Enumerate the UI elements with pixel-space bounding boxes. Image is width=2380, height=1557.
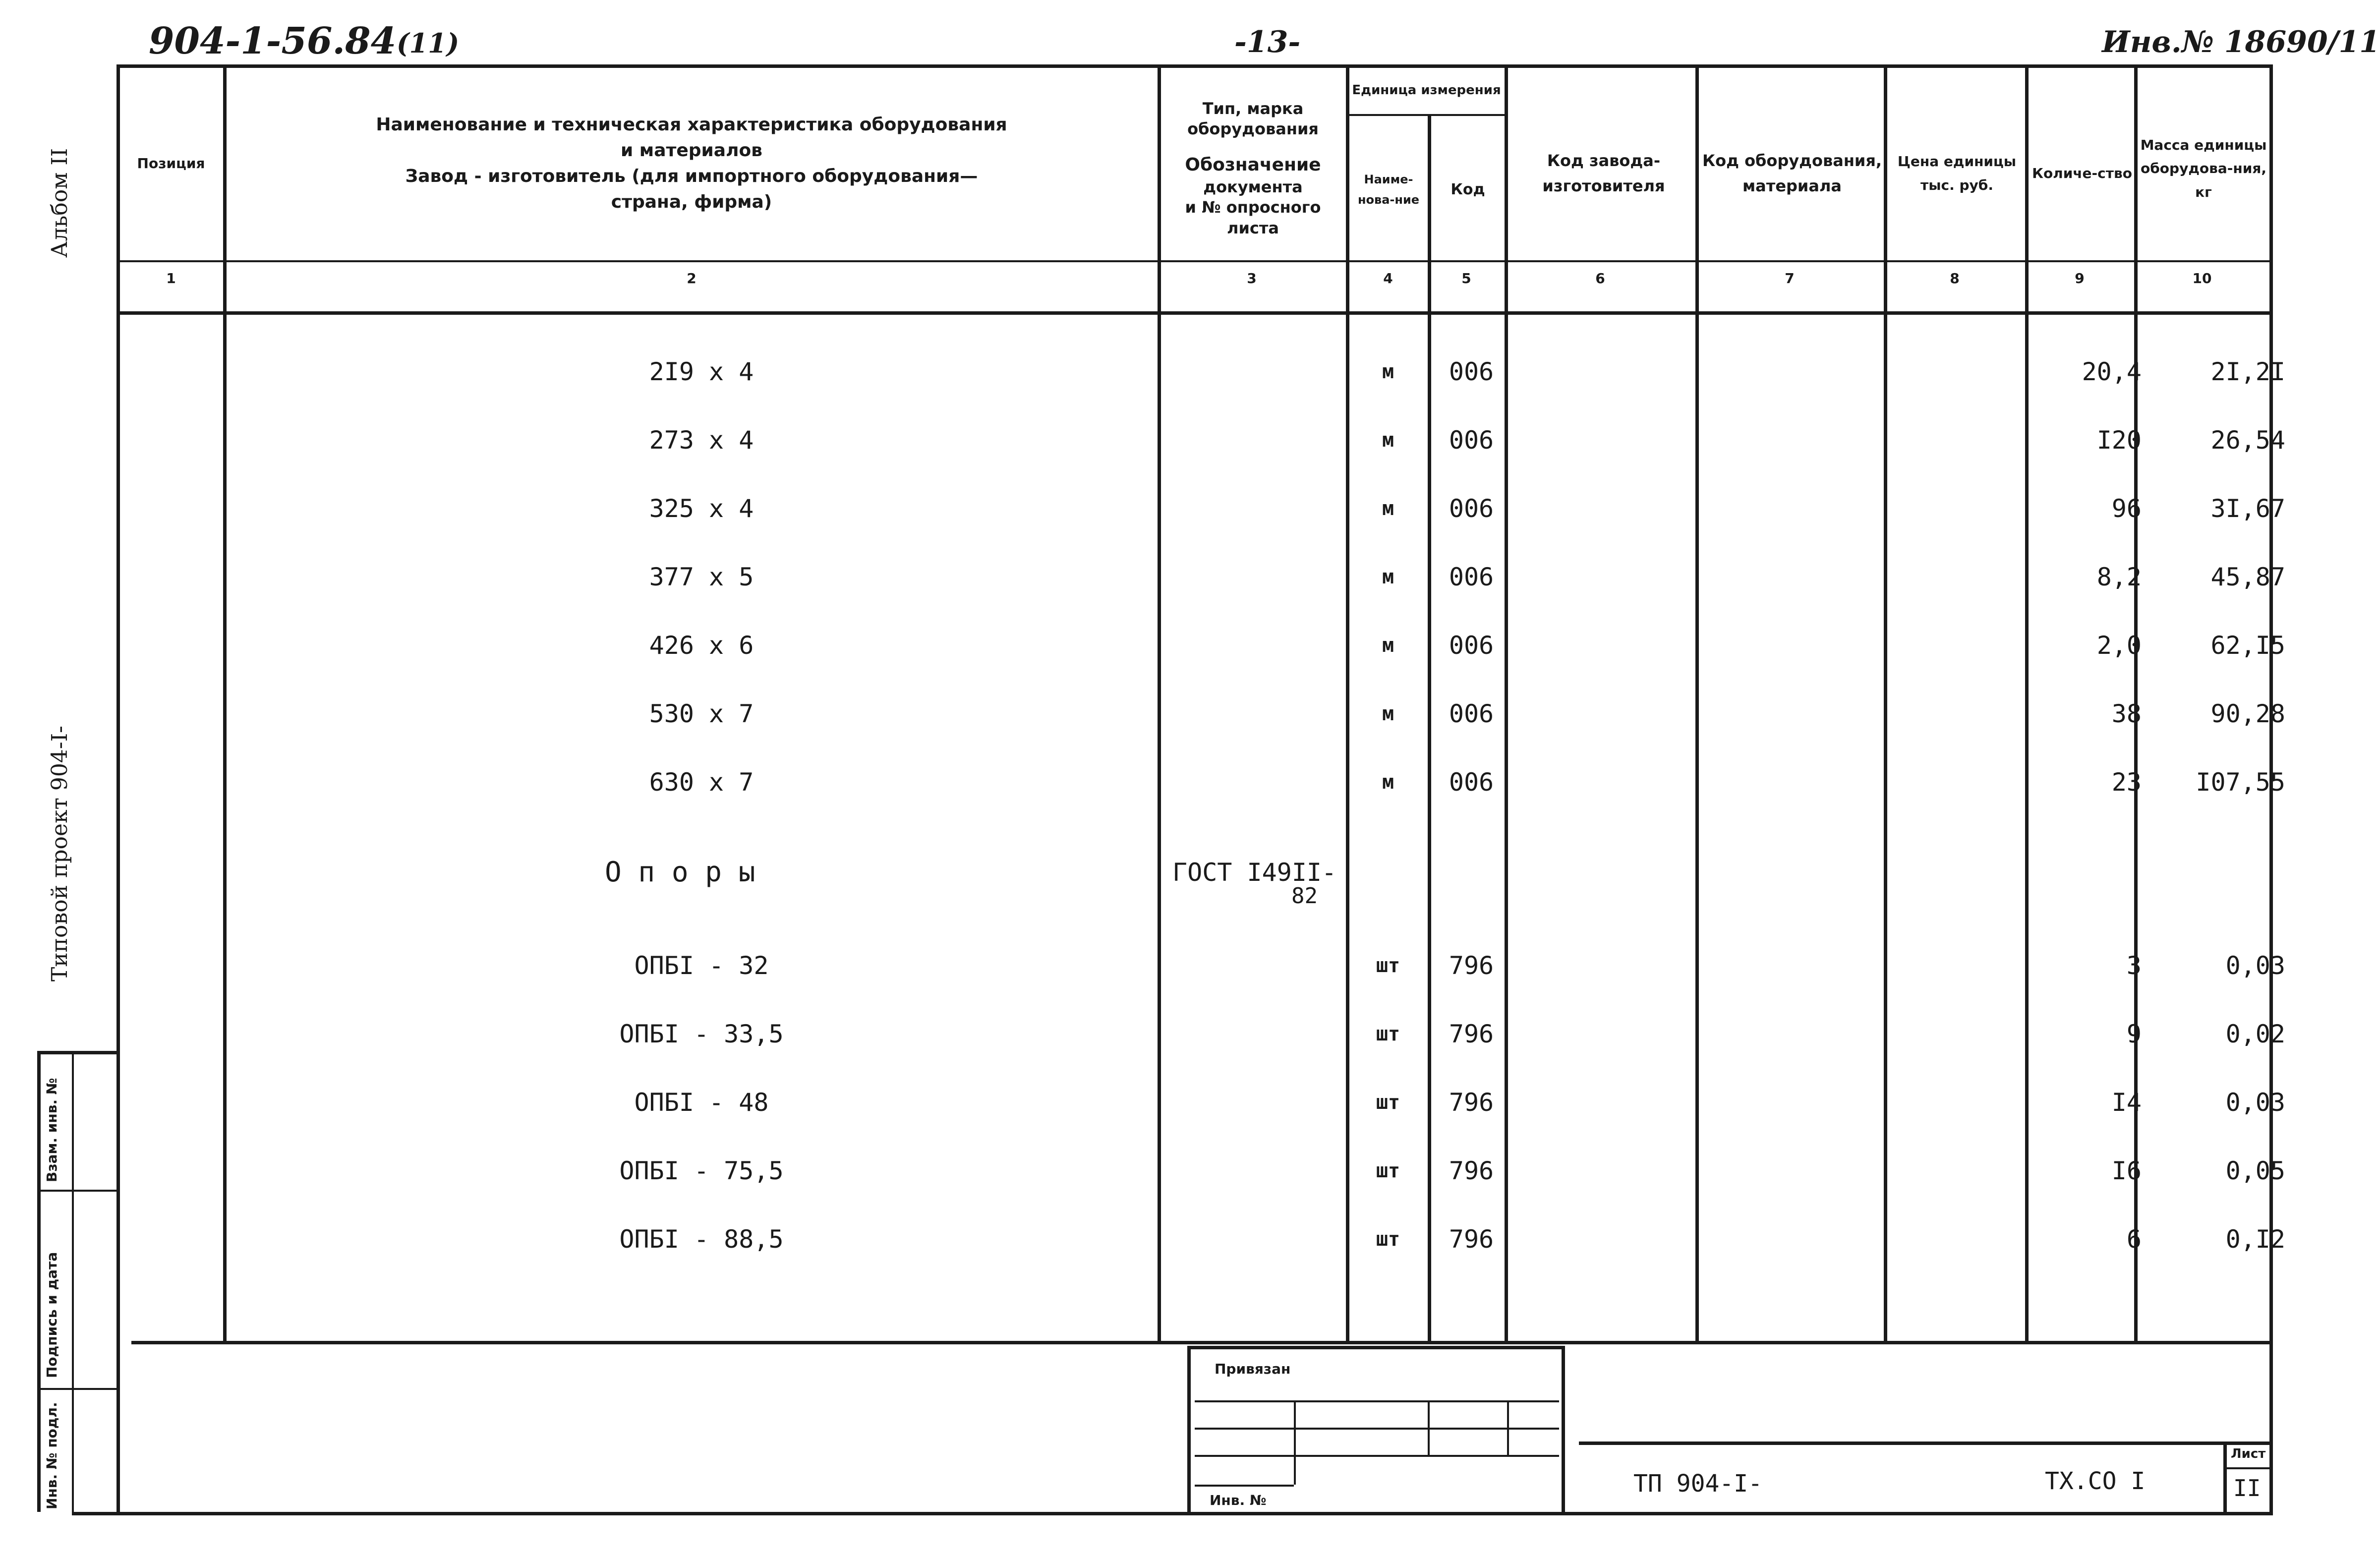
stamp-inv-label: Инв. №	[1210, 1492, 1267, 1508]
table-top-border	[116, 64, 2273, 68]
stamp-right-top	[1579, 1442, 2269, 1445]
document-code: ТХ.СО I	[2045, 1467, 2146, 1495]
item-name: 426 x 6	[649, 631, 754, 660]
header-price: Цена единицы тыс. руб.	[1897, 153, 2017, 193]
unit-mass: 62,I5	[2210, 631, 2285, 660]
header-type-line-2: оборудования	[1187, 119, 1319, 139]
stamp-grid-v2	[1428, 1400, 1430, 1455]
header-type	[1160, 84, 1346, 253]
item-name: 273 x 4	[649, 426, 754, 455]
header-name-line-2: и материалов	[621, 140, 762, 161]
unit-mass: 26,54	[2210, 426, 2285, 455]
quantity: 96	[2111, 494, 2142, 523]
header-type-line-4: документа	[1203, 177, 1303, 196]
header-unit-name: Наиме-нова-ние	[1357, 172, 1420, 207]
doc-code: 904-1-56.84	[149, 20, 397, 62]
col-number-9: 9	[2075, 270, 2085, 287]
unit-code: 006	[1449, 631, 1494, 660]
item-name: ОПБI - 33,5	[619, 1020, 784, 1048]
sheet-number: II	[2233, 1475, 2261, 1501]
header-name-line-3: Завод - изготовитель (для импортного оборудования—	[405, 166, 978, 186]
unit-name: м	[1382, 497, 1394, 520]
stamp-grid-v1	[1294, 1400, 1296, 1485]
stamp-grid-4	[1195, 1485, 1294, 1487]
header-type-line-3: Обозначение	[1185, 154, 1321, 175]
unit-code: 796	[1449, 1156, 1494, 1185]
side-box-inv: Инв. № подл.	[44, 1402, 60, 1509]
unit-code: 796	[1449, 1088, 1494, 1117]
unit-name: шт	[1376, 954, 1400, 977]
table-row	[0, 494, 2312, 523]
header-type-line-5: и № опросного	[1185, 198, 1321, 217]
quantity: 9	[2126, 1020, 2142, 1048]
unit-name: м	[1382, 360, 1394, 383]
page-number: -13-	[1234, 25, 1301, 59]
quantity: 23	[2111, 768, 2142, 797]
standard-ref-line-1: ГОСТ I49II-	[1172, 858, 1337, 887]
unit-name: м	[1382, 702, 1394, 725]
unit-name: шт	[1376, 1159, 1400, 1182]
header-unit-code: Код	[1451, 180, 1485, 198]
unit-group-line	[1346, 114, 1505, 116]
sheet-label: Лист	[2231, 1446, 2266, 1461]
header-type-line-6: листа	[1227, 218, 1279, 237]
col-number-4: 4	[1383, 270, 1393, 287]
quantity: 2,0	[2096, 631, 2142, 660]
unit-code: 006	[1449, 563, 1494, 591]
item-name: ОПБI - 75,5	[619, 1156, 784, 1185]
unit-name: м	[1382, 566, 1394, 588]
unit-name: м	[1382, 634, 1394, 657]
item-name: 630 x 7	[649, 768, 754, 797]
table-row	[0, 425, 2312, 455]
quantity: 3	[2126, 951, 2142, 980]
side-box-top	[37, 1051, 116, 1054]
quantity: 8,2	[2096, 563, 2142, 591]
unit-code: 006	[1449, 426, 1494, 455]
unit-name: шт	[1376, 1228, 1400, 1251]
col-number-10: 10	[2192, 270, 2212, 287]
col-number-7: 7	[1785, 270, 1795, 287]
col-number-1: 1	[166, 270, 176, 287]
unit-code: 006	[1449, 494, 1494, 523]
stamp-left	[1187, 1346, 1191, 1512]
table-row	[0, 562, 2312, 592]
issue-number: (11)	[397, 27, 460, 59]
side-box-sep-1	[37, 1190, 116, 1192]
col-number-6: 6	[1595, 270, 1605, 287]
header-bottom	[116, 260, 2273, 262]
project-label: Типовой проект 904-I-	[47, 725, 72, 981]
page-bottom-border	[72, 1512, 2273, 1515]
stamp-top	[1187, 1346, 1562, 1349]
sheet-box-sep	[2223, 1467, 2269, 1469]
unit-name: м	[1382, 429, 1394, 452]
unit-code: 006	[1449, 699, 1494, 728]
quantity: I6	[2111, 1156, 2142, 1185]
unit-code: 006	[1449, 768, 1494, 797]
unit-mass: 3I,67	[2210, 494, 2285, 523]
stamp-grid-2	[1195, 1428, 1559, 1430]
side-box-sep-2	[37, 1388, 116, 1390]
unit-code: 796	[1449, 1020, 1494, 1048]
header-unit-group: Единица измерения	[1352, 83, 1501, 98]
quantity: 6	[2126, 1225, 2142, 1254]
header-name-line-4: страна, фирма)	[611, 192, 772, 213]
unit-mass: 90,28	[2210, 699, 2285, 728]
table-row	[0, 951, 2312, 980]
unit-mass: 0,05	[2225, 1156, 2285, 1185]
standard-ref-line-2: 82	[1291, 883, 1318, 909]
table-row	[0, 767, 2312, 797]
stamp-mid	[1562, 1346, 1565, 1512]
quantity: 38	[2111, 699, 2142, 728]
project-code: ТП 904-I-	[1633, 1470, 1763, 1498]
unit-mass: 0,I2	[2225, 1225, 2285, 1254]
unit-code: 796	[1449, 951, 1494, 980]
stamp-bound-label: Привязан	[1215, 1361, 1291, 1377]
table-bottom-border	[131, 1341, 2273, 1344]
unit-name: шт	[1376, 1091, 1400, 1114]
side-box-replace: Взам. инв. №	[44, 1078, 60, 1182]
stamp-grid-1	[1195, 1400, 1559, 1402]
table-row	[0, 1088, 2312, 1117]
header-position: Позиция	[137, 155, 205, 172]
unit-mass: 45,87	[2210, 563, 2285, 591]
col-number-8: 8	[1950, 270, 1960, 287]
header-name	[226, 87, 1158, 240]
stamp-grid-v3	[1507, 1400, 1509, 1455]
unit-name: м	[1382, 771, 1394, 794]
table-row	[0, 858, 2312, 917]
unit-mass: 0,02	[2225, 1020, 2285, 1048]
unit-mass: 2I,2I	[2210, 357, 2285, 386]
unit-mass: 0,03	[2225, 1088, 2285, 1117]
side-box-sign: Подпись и дата	[44, 1252, 60, 1378]
col-number-5: 5	[1461, 270, 1471, 287]
unit-code: 006	[1449, 357, 1494, 386]
table-row	[0, 631, 2312, 660]
item-name: ОПБI - 32	[634, 951, 769, 980]
col-number-bottom	[116, 311, 2273, 315]
header-name-line-1: Наименование и техническая характеристика оборудования	[376, 114, 1007, 135]
item-name: 325 x 4	[649, 494, 754, 523]
side-box-inner	[72, 1051, 74, 1512]
item-name: 2I9 x 4	[649, 357, 754, 386]
table-row	[0, 1224, 2312, 1254]
group-title: О п о р ы	[605, 856, 755, 888]
table-row	[0, 357, 2312, 387]
quantity: I20	[2096, 426, 2142, 455]
quantity: I4	[2111, 1088, 2142, 1117]
item-name: ОПБI - 48	[634, 1088, 769, 1117]
album-label: Альбом II	[47, 148, 72, 258]
header-mass: Масса единицы оборудова-ния, кг	[2140, 136, 2267, 200]
item-name: 530 x 7	[649, 699, 754, 728]
unit-code: 796	[1449, 1225, 1494, 1254]
sheet-box-left	[2223, 1442, 2227, 1512]
header-equipment-code: Код оборудования, материала	[1702, 151, 1882, 195]
item-name: 377 x 5	[649, 563, 754, 591]
header-quantity: Количе-ство	[2032, 165, 2132, 181]
header-factory-code: Код завода-изготовителя	[1542, 151, 1665, 195]
unit-mass: 0,03	[2225, 951, 2285, 980]
table-row	[0, 1019, 2312, 1049]
header-type-line-1: Тип, марка	[1202, 99, 1304, 118]
table-row	[0, 1156, 2312, 1186]
quantity: 20,4	[2082, 357, 2142, 386]
unit-name: шт	[1376, 1023, 1400, 1045]
table-row	[0, 699, 2312, 729]
inventory-number: Инв.№ 18690/11	[2102, 25, 2380, 59]
stamp-grid-3	[1195, 1455, 1559, 1457]
col-number-2: 2	[687, 270, 697, 287]
item-name: ОПБI - 88,5	[619, 1225, 784, 1254]
unit-mass: I07,55	[2196, 768, 2285, 797]
col-number-3: 3	[1247, 270, 1257, 287]
side-box-left-border	[37, 1051, 41, 1512]
